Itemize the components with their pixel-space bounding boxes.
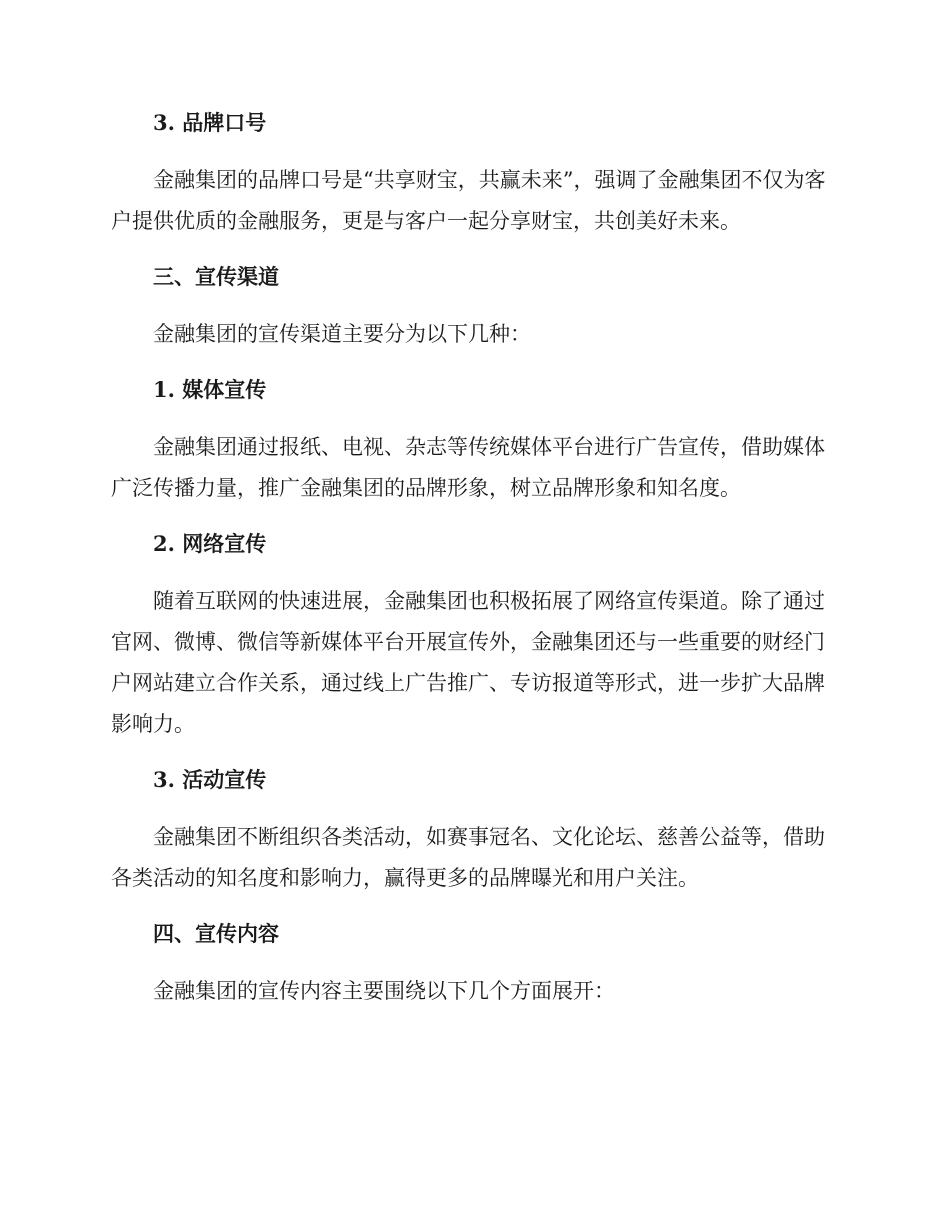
paragraph-media: 金融集团通过报纸、电视、杂志等传统媒体平台进行广告宣传，借助媒体广泛传播力量，推广金融集团的品牌形象，树立品牌形象和知名度。 [111, 435, 825, 500]
document-body [111, 106, 835, 1012]
paragraph-events: 金融集团不断组织各类活动，如赛事冠名、文化论坛、慈善公益等，借助各类活动的知名度和影响力，赢得更多的品牌曝光和用户关注。 [111, 825, 825, 890]
section-heading-content: 四、宣传内容 [153, 921, 279, 946]
section-heading-network: 2. 网络宣传 [153, 531, 267, 556]
section-heading-brand-slogan: 3. 品牌口号 [153, 110, 267, 135]
section-heading-channels: 三、宣传渠道 [153, 264, 279, 289]
section-heading-media: 1. 媒体宣传 [153, 377, 267, 402]
paragraph-content-intro: 金融集团的宣传内容主要围绕以下几个方面展开： [153, 979, 615, 1003]
paragraph-brand-slogan: 金融集团的品牌口号是“共享财宝，共赢未来”，强调了金融集团不仅为客户提供优质的金融服务，更是与客户一起分享财宝，共创美好未来。 [111, 168, 826, 233]
paragraph-channels-intro: 金融集团的宣传渠道主要分为以下几种： [153, 322, 531, 346]
section-heading-events: 3. 活动宣传 [153, 767, 267, 792]
paragraph-network: 随着互联网的快速进展，金融集团也积极拓展了网络宣传渠道。除了通过官网、微博、微信等新媒体平台开展宣传外，金融集团还与一些重要的财经门户网站建立合作关系，通过线上广告推广、专访报道等形式，进一步扩大品牌影响力。 [111, 589, 825, 736]
